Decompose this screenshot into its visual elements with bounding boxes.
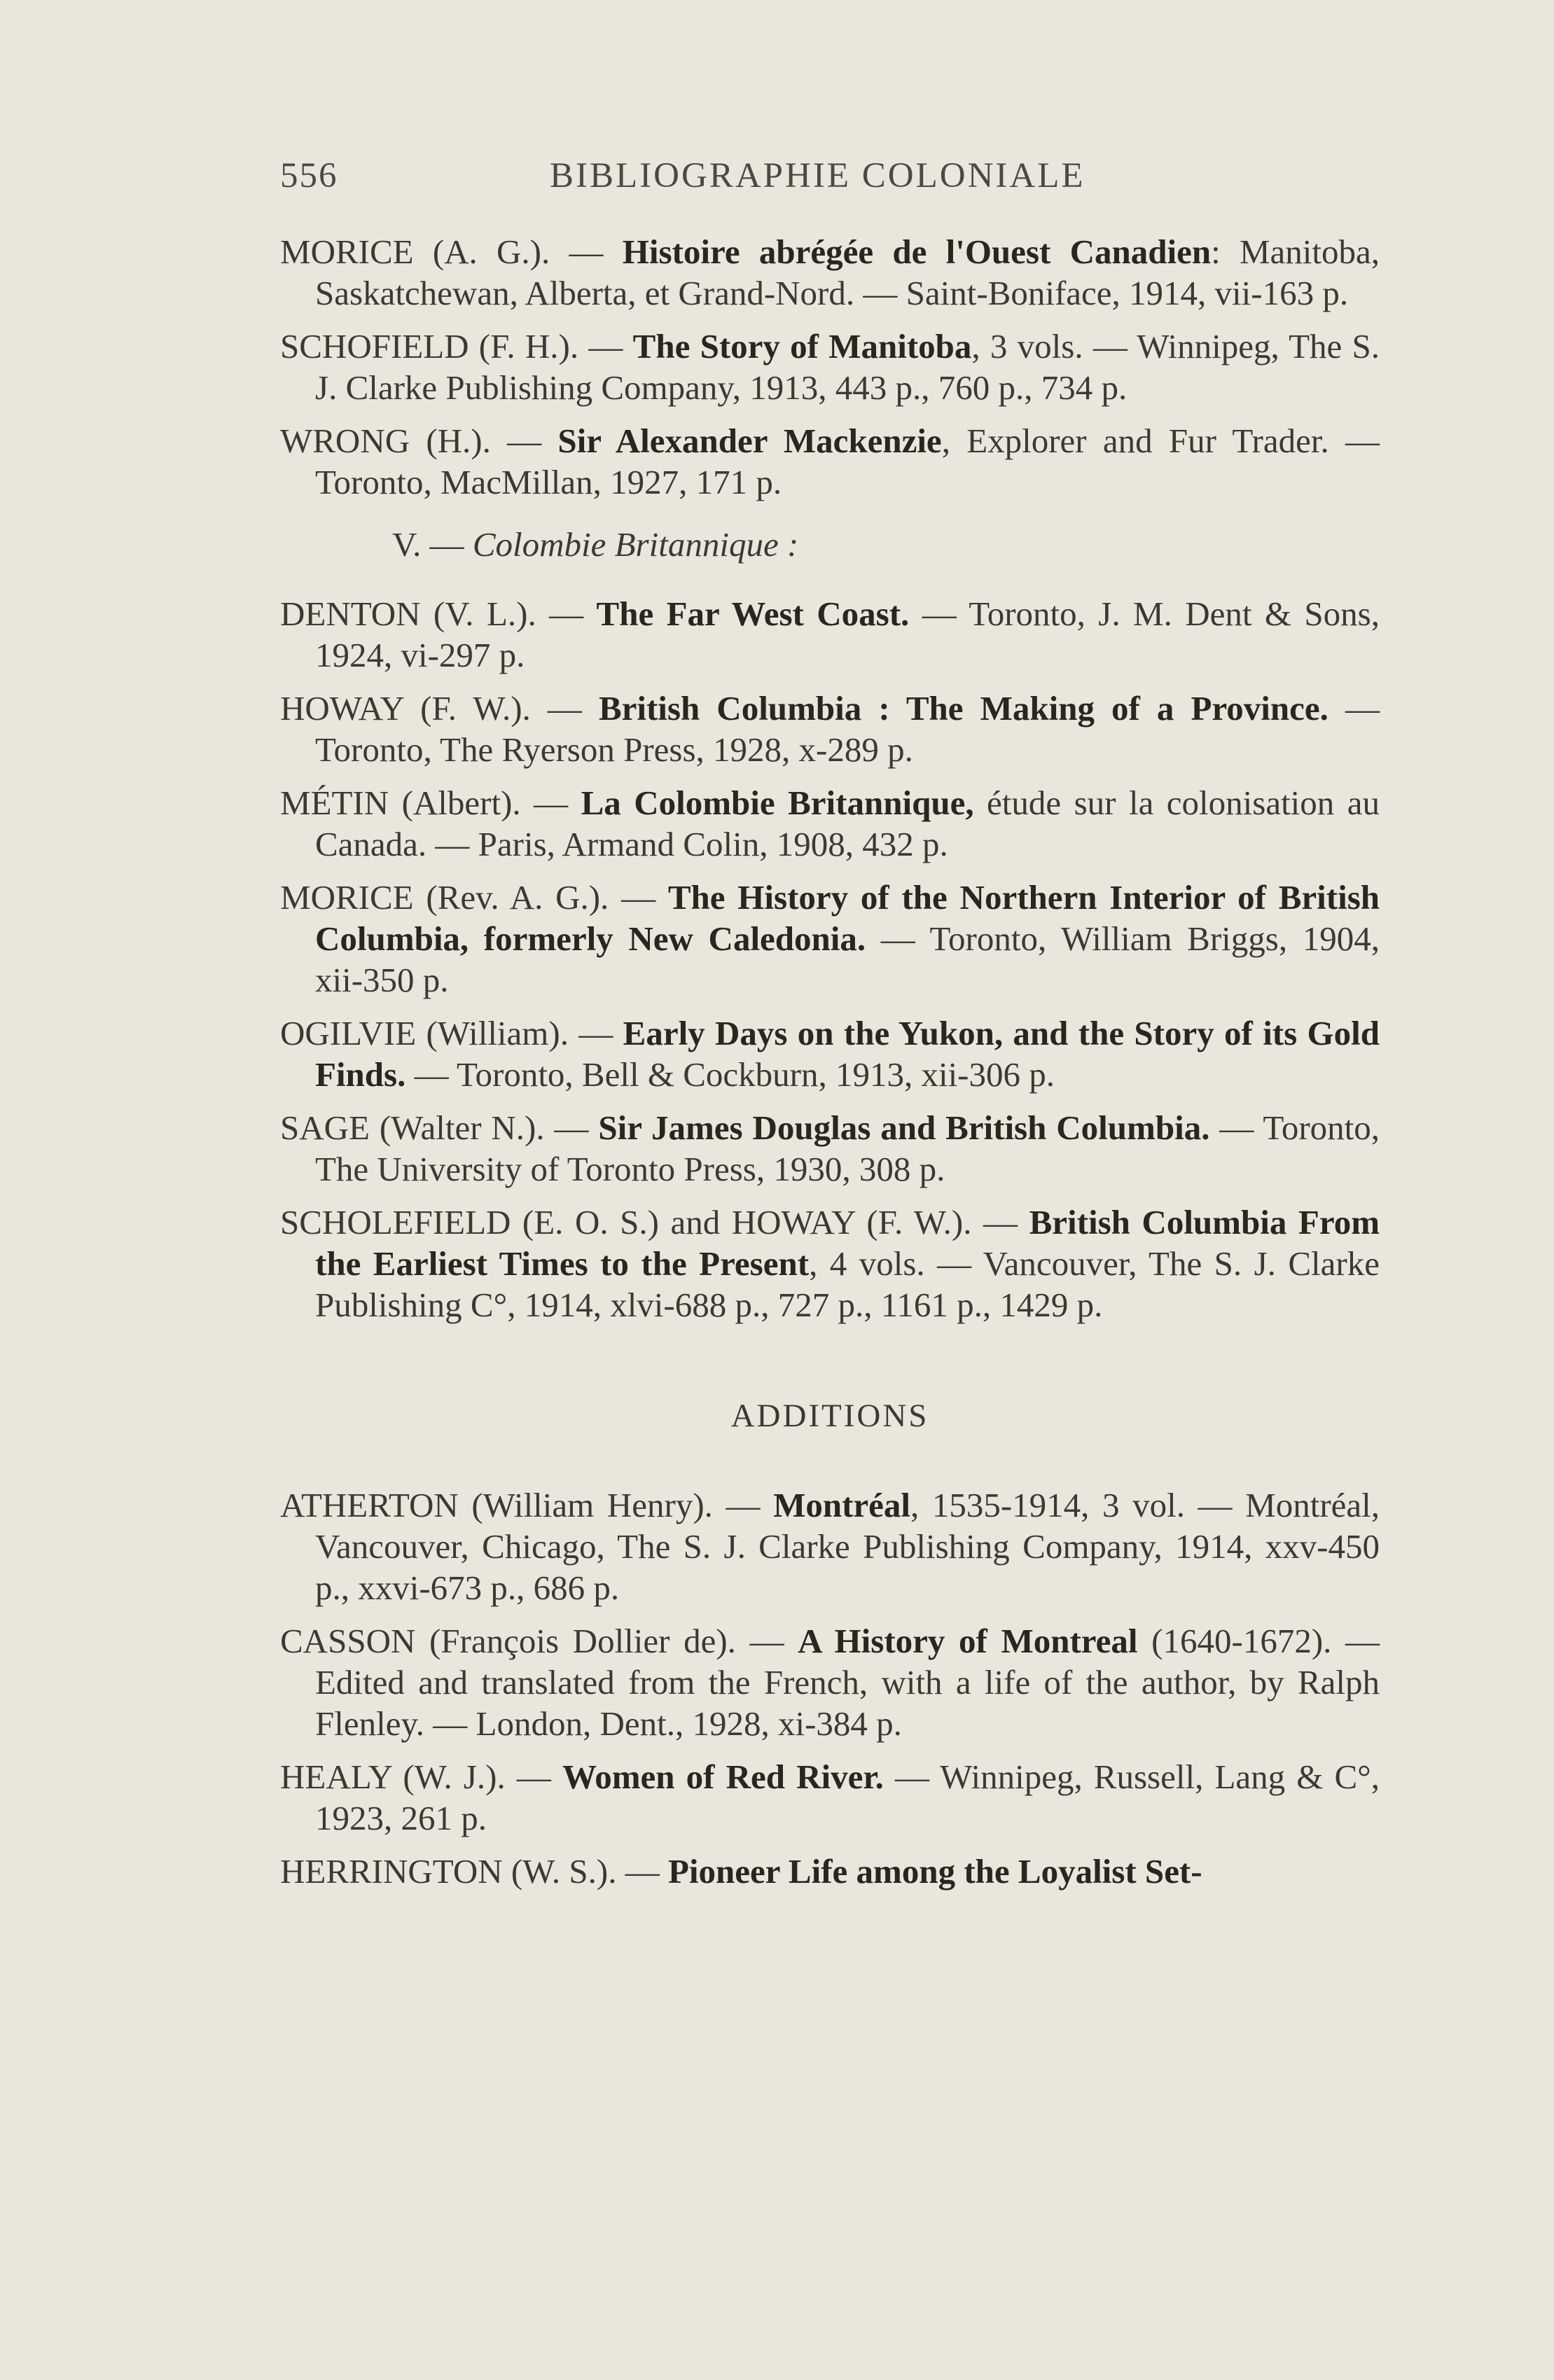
bibliography-entry: MORICE (Rev. A. G.). — The History of the Northern Interior of British Columbia, formerly New Caledonia. — Toronto, William Briggs, 1904, xii-350 p. (280, 878, 1380, 999)
entry-author: CASSON (François Dollier de). (280, 1622, 736, 1660)
entry-author: DENTON (V. L.). (280, 594, 536, 633)
entry-list-additions (280, 1484, 1380, 1892)
entry-author: SCHOFIELD (F. H.). (280, 327, 579, 366)
entry-author: SAGE (Walter N.). (280, 1108, 545, 1147)
entry-title: The History of the Northern Interior of British Columbia, formerly New Caledonia. (315, 878, 1380, 958)
entry-author: HERRINGTON (W. S.). (280, 1852, 617, 1891)
entry-author: MORICE (A. G.). (280, 232, 550, 271)
bibliography-entry: MÉTIN (Albert). — La Colombie Britannique, étude sur la colonisation au Canada. — Paris, Armand Colin, 1908, 432 p. (280, 784, 1380, 863)
bibliography-entry: HOWAY (F. W.). — British Columbia : The Making of a Province. — Toronto, The Ryerson Press, 1928, x-289 p. (280, 689, 1380, 769)
entry-list-british-columbia (280, 593, 1380, 1325)
entry-details: , 3 vols. — Winnipeg, The S. J. Clarke Publishing Company, 1913, 443 p., 760 p., 734 p. (315, 327, 1380, 407)
bibliography-entry: OGILVIE (William). — Early Days on the Yukon, and the Story of its Gold Finds. — Toronto, Bell & Cockburn, 1913, xii-306 p. (280, 1014, 1380, 1094)
entry-title: British Columbia : The Making of a Province. (598, 689, 1328, 728)
bibliography-entry: HEALY (W. J.). — Women of Red River. — Winnipeg, Russell, Lang & C°, 1923, 261 p. (280, 1758, 1380, 1837)
entry-details: — Toronto, The Ryerson Press, 1928, x-289 p. (315, 689, 1380, 769)
bibliography-entry: HERRINGTON (W. S.). — Pioneer Life among the Loyalist Set- (280, 1852, 1202, 1891)
entry-author: WRONG (H.). (280, 422, 491, 460)
entry-author: MÉTIN (Albert). (280, 784, 521, 822)
entry-details: , Explorer and Fur Trader. — Toronto, MacMillan, 1927, 171 p. (315, 422, 1380, 501)
section-heading (392, 524, 1380, 565)
entry-details: , 4 vols. — Vancouver, The S. J. Clarke Publishing C°, 1914, xlvi-688 p., 727 p., 1161 p., 1429 p. (315, 1244, 1380, 1324)
entry-author: OGILVIE (William). (280, 1014, 569, 1052)
entry-details: : Manitoba, Saskatchewan, Alberta, et Grand-Nord. — Saint-Boniface, 1914, vii-163 p. (315, 232, 1380, 312)
entry-title: British Columbia From the Earliest Times to the Present (315, 1203, 1380, 1283)
bibliography-content (280, 231, 1380, 1904)
entry-title: Pioneer Life among the Loyalist Set- (667, 1852, 1202, 1891)
page-number: 556 (280, 156, 338, 195)
entry-title: La Colombie Britannique, (581, 784, 974, 822)
entry-details: — Toronto, J. M. Dent & Sons, 1924, vi-297 p. (315, 594, 1380, 674)
entry-details: — Winnipeg, Russell, Lang & C°, 1923, 261 p. (315, 1758, 1380, 1837)
bibliography-entry: SCHOLEFIELD (E. O. S.) and HOWAY (F. W.). — British Columbia From the Earliest Times to the Present, 4 vols. — Vancouver, The S. J. Clarke Publishing C°, 1914, xlvi-688 p., 727 p., 1161 p., 1429 p. (280, 1203, 1380, 1324)
entry-title: Histoire abrégée de l'Ouest Canadien (622, 232, 1212, 271)
entry-title: Sir James Douglas and British Columbia. (598, 1108, 1210, 1147)
entry-author: HEALY (W. J.). (280, 1758, 506, 1796)
entry-title: Women of Red River. (562, 1758, 884, 1796)
additions-heading: ADDITIONS (730, 1398, 929, 1434)
bibliography-entry: DENTON (V. L.). — The Far West Coast. — Toronto, J. M. Dent & Sons, 1924, vi-297 p. (280, 594, 1380, 674)
entry-title: The Story of Manitoba (632, 327, 972, 366)
entry-title: A History of Montreal (798, 1622, 1138, 1660)
entry-title: Sir Alexander Mackenzie (557, 422, 942, 460)
running-title: BIBLIOGRAPHIE COLONIALE (550, 156, 1085, 195)
bibliography-entry: ATHERTON (William Henry). — Montréal, 1535-1914, 3 vol. — Montréal, Vancouver, Chicago, The S. J. Clarke Publishing Company, 1914, xxv-450 p., xxvi-673 p., 686 p. (280, 1486, 1380, 1607)
entry-author: HOWAY (F. W.). (280, 689, 531, 728)
entry-details: — Toronto, Bell & Cockburn, 1913, xii-306 p. (405, 1055, 1055, 1094)
entry-details: — Toronto, The University of Toronto Press, 1930, 308 p. (315, 1108, 1380, 1188)
entry-title: Early Days on the Yukon, and the Story of its Gold Finds. (315, 1014, 1380, 1094)
bibliography-entry: WRONG (H.). — Sir Alexander Mackenzie, Explorer and Fur Trader. — Toronto, MacMillan, 1927, 171 p. (280, 422, 1380, 501)
entry-details: , 1535-1914, 3 vol. — Montréal, Vancouver, Chicago, The S. J. Clarke Publishing Company, 1914, xxv-450 p., xxvi-673 p., 686 p. (315, 1486, 1380, 1607)
bibliography-entry: SCHOFIELD (F. H.). — The Story of Manitoba, 3 vols. — Winnipeg, The S. J. Clarke Publishing Company, 1913, 443 p., 760 p., 734 p. (280, 327, 1380, 407)
bibliography-entry: CASSON (François Dollier de). — A History of Montreal (1640-1672). — Edited and translated from the French, with a life of the author, by Ralph Flenley. — London, Dent., 1928, xi-384 p. (280, 1622, 1380, 1743)
entry-details: — Toronto, William Briggs, 1904, xii-350 p. (315, 919, 1380, 999)
section-numeral: V. — (392, 525, 464, 564)
entry-author: ATHERTON (William Henry). (280, 1486, 713, 1524)
page-header (280, 155, 1121, 204)
bibliography-entry: MORICE (A. G.). — Histoire abrégée de l'Ouest Canadien: Manitoba, Saskatchewan, Alberta, et Grand-Nord. — Saint-Boniface, 1914, vii-163 p. (280, 232, 1380, 312)
entry-title: Montréal (773, 1486, 911, 1524)
entry-author: MORICE (Rev. A. G.). (280, 878, 609, 917)
bibliography-entry: SAGE (Walter N.). — Sir James Douglas and British Columbia. — Toronto, The University of Toronto Press, 1930, 308 p. (280, 1108, 1380, 1188)
section-title: Colombie Britannique : (472, 525, 799, 564)
entry-list-top (280, 231, 1380, 503)
entry-author: SCHOLEFIELD (E. O. S.) and HOWAY (F. W.). (280, 1203, 972, 1241)
entry-details: étude sur la colonisation au Canada. — Paris, Armand Colin, 1908, 432 p. (315, 784, 1380, 863)
entry-details: (1640-1672). — Edited and translated from the French, with a life of the author, by Ralph Flenley. — London, Dent., 1928, xi-384 p. (315, 1622, 1380, 1743)
entry-title: The Far West Coast. (596, 594, 910, 633)
